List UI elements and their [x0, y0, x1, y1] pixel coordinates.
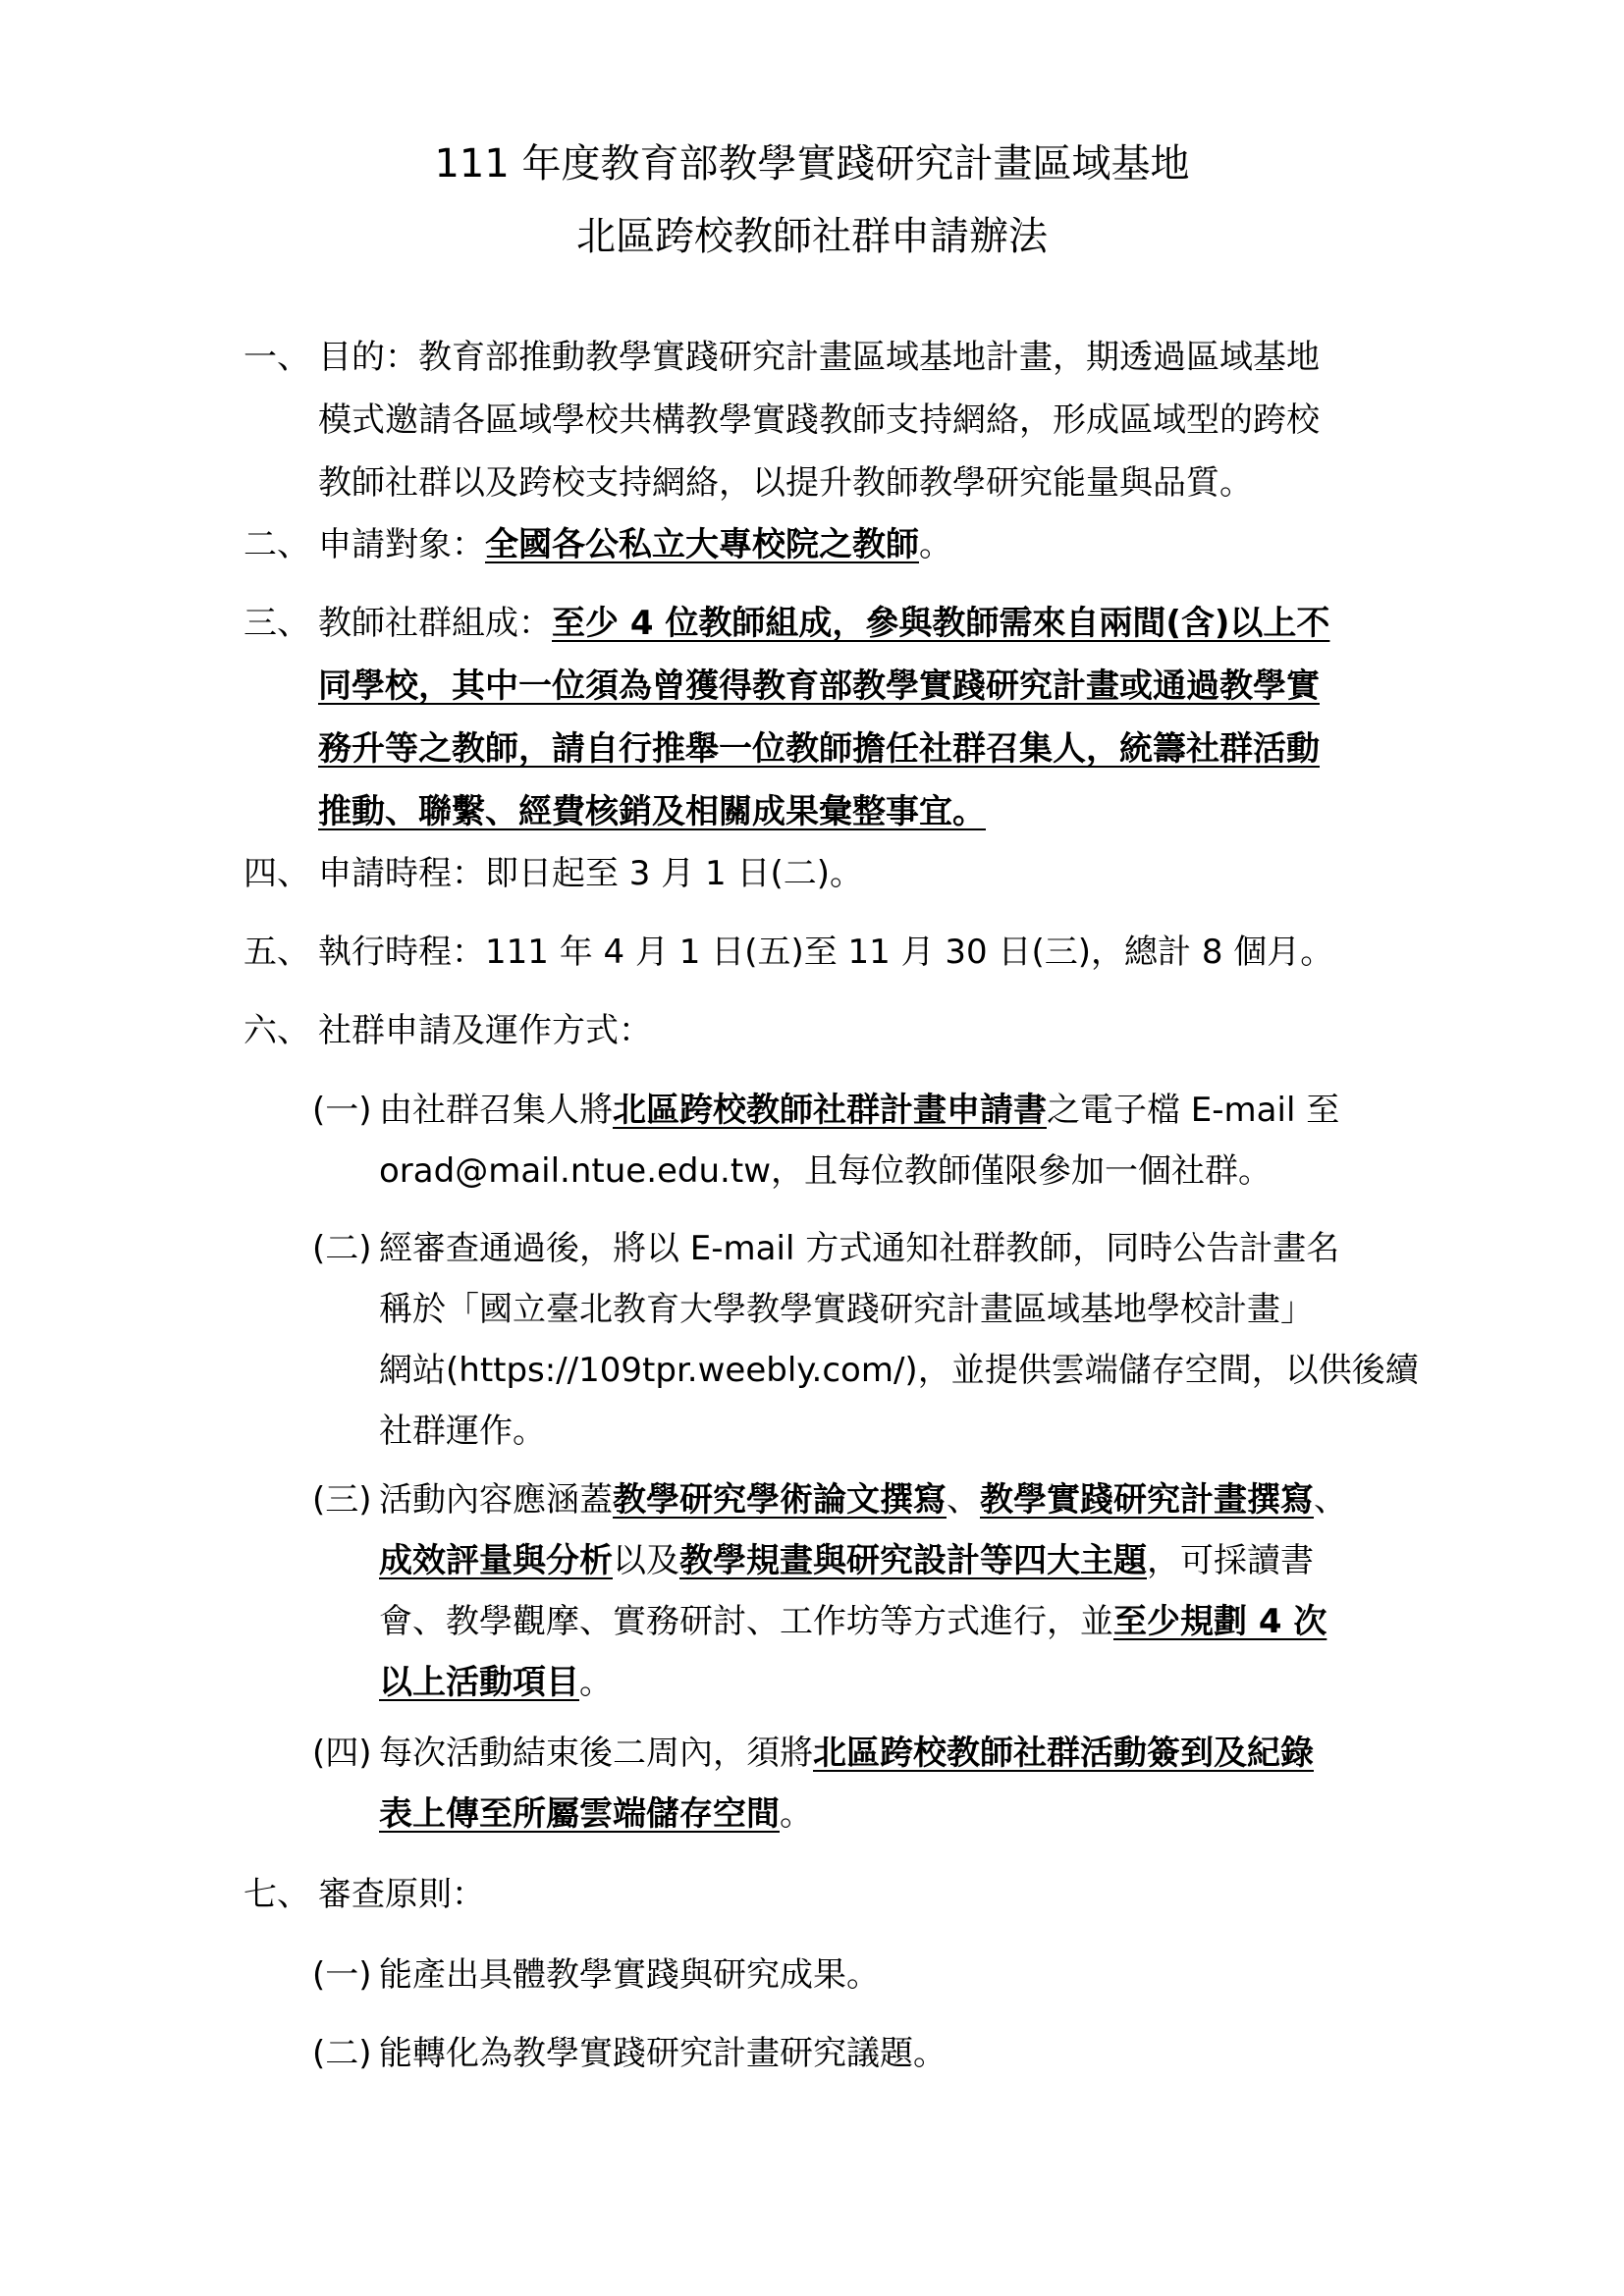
paragraph-text: ，可採讀書	[1147, 1541, 1314, 1580]
emphasis-text: 成效評量與分析	[379, 1541, 613, 1580]
paragraph-line: 能轉化為教學實踐研究計畫研究議題。	[379, 2034, 947, 2073]
emphasis-text: 教學實踐研究計畫撰寫	[980, 1480, 1314, 1520]
subitem	[312, 1945, 1392, 2005]
section-label: 目的：	[318, 338, 418, 377]
emphasis-text: 表上傳至所屬雲端儲存空間	[379, 1794, 780, 1834]
section-application-period	[244, 842, 1392, 905]
punctuation: 。	[579, 1663, 613, 1702]
section-number: 四、	[244, 854, 310, 893]
section-number: 七、	[244, 1875, 310, 1914]
section-label: 社群申請及運作方式：	[318, 1011, 652, 1050]
subitem-number: (一)	[312, 1091, 372, 1130]
paragraph-text: 每次活動結束後二周內，須將	[379, 1734, 813, 1773]
emphasis-text: 教學研究學術論文撰寫	[613, 1480, 947, 1520]
section-label: 申請對象：	[318, 525, 485, 564]
paragraph-line: 即日起至 3 月 1 日(二)。	[485, 854, 864, 893]
section-number: 五、	[244, 933, 310, 972]
emphasis-text: 教學規畫與研究設計等四大主題	[679, 1541, 1147, 1580]
section-label: 申請時程：	[318, 854, 485, 893]
document-title-line-2: 北區跨校教師社群申請辦法	[576, 214, 1048, 259]
paragraph-line: 教育部推動教學實踐研究計畫區域基地計畫，期透過區域基地	[418, 338, 1320, 377]
section-eligibility	[244, 513, 1392, 576]
emphasis-text: 推動、聯繫、經費核銷及相關成果彙整事宜。	[318, 792, 986, 831]
paragraph-line: 經審查通過後，將以 E-mail 方式通知社群教師，同時公告計畫名	[379, 1229, 1340, 1268]
section-label: 教師社群組成：	[318, 604, 552, 643]
subitem	[312, 1218, 1419, 1462]
section-label: 審查原則：	[318, 1875, 485, 1914]
subitem	[312, 2023, 1392, 2084]
paragraph-line: 模式邀請各區域學校共構教學實踐教師支持網絡，形成區域型的跨校	[318, 400, 1320, 440]
section-operation	[244, 999, 1392, 1062]
punctuation: 。	[780, 1794, 813, 1834]
subitem-number: (二)	[312, 2034, 372, 2073]
emphasis-text: 以上活動項目	[379, 1663, 579, 1702]
paragraph-text: 由社群召集人將	[379, 1091, 613, 1130]
paragraph-line: 能產出具體教學實踐與研究成果。	[379, 1955, 880, 1995]
emphasis-text: 同學校，其中一位須為曾獲得教育部教學實踐研究計畫或通過教學實	[318, 667, 1320, 706]
subitem	[312, 1723, 1392, 1844]
paragraph-text: 活動內容應涵蓋	[379, 1480, 613, 1520]
punctuation: 、	[1314, 1480, 1347, 1520]
emphasis-text: 務升等之教師，請自行推舉一位教師擔任社群召集人，統籌社群活動	[318, 729, 1320, 769]
paragraph-text: 以及	[613, 1541, 679, 1580]
document-title-line-1: 111 年度教育部教學實踐研究計畫區域基地	[434, 141, 1190, 187]
subitem-number: (四)	[312, 1734, 372, 1773]
section-number: 六、	[244, 1011, 310, 1050]
paragraph-line: 網站(https://109tpr.weebly.com/)，並提供雲端儲存空間，以供後續	[379, 1351, 1419, 1390]
section-execution-period	[244, 921, 1392, 984]
subitem	[312, 1080, 1392, 1201]
section-number: 二、	[244, 525, 310, 564]
paragraph-text: 之電子檔 E-mail 至	[1047, 1091, 1340, 1130]
section-label: 執行時程：	[318, 933, 485, 972]
subitem-number: (三)	[312, 1480, 372, 1520]
emphasis-text: 北區跨校教師社群計畫申請書	[613, 1091, 1047, 1130]
section-number: 三、	[244, 604, 310, 643]
section-composition	[244, 592, 1392, 843]
section-review-principles	[244, 1863, 1392, 1926]
subitem	[312, 1469, 1392, 1713]
emphasis-text: 至少 4 位教師組成，參與教師需來自兩間(含)以上不	[552, 604, 1330, 643]
punctuation: 。	[919, 525, 952, 564]
paragraph-line: 稱於「國立臺北教育大學教學實踐研究計畫區域基地學校計畫」	[379, 1290, 1314, 1329]
punctuation: 、	[947, 1480, 980, 1520]
paragraph-text: 會、教學觀摩、實務研討、工作坊等方式進行，並	[379, 1602, 1113, 1641]
section-purpose	[244, 326, 1392, 514]
paragraph-line: 社群運作。	[379, 1412, 546, 1451]
section-number: 一、	[244, 338, 310, 377]
paragraph-line: 教師社群以及跨校支持網絡，以提升教師教學研究能量與品質。	[318, 463, 1253, 503]
emphasis-text: 北區跨校教師社群活動簽到及紀錄	[813, 1734, 1314, 1773]
paragraph-line: orad@mail.ntue.edu.tw，且每位教師僅限參加一個社群。	[379, 1151, 1272, 1191]
subitem-number: (一)	[312, 1955, 372, 1995]
paragraph-line: 111 年 4 月 1 日(五)至 11 月 30 日(三)，總計 8 個月。	[485, 933, 1334, 972]
emphasis-text: 全國各公私立大專校院之教師	[485, 525, 919, 564]
emphasis-text: 至少規劃 4 次	[1113, 1602, 1327, 1641]
subitem-number: (二)	[312, 1229, 372, 1268]
